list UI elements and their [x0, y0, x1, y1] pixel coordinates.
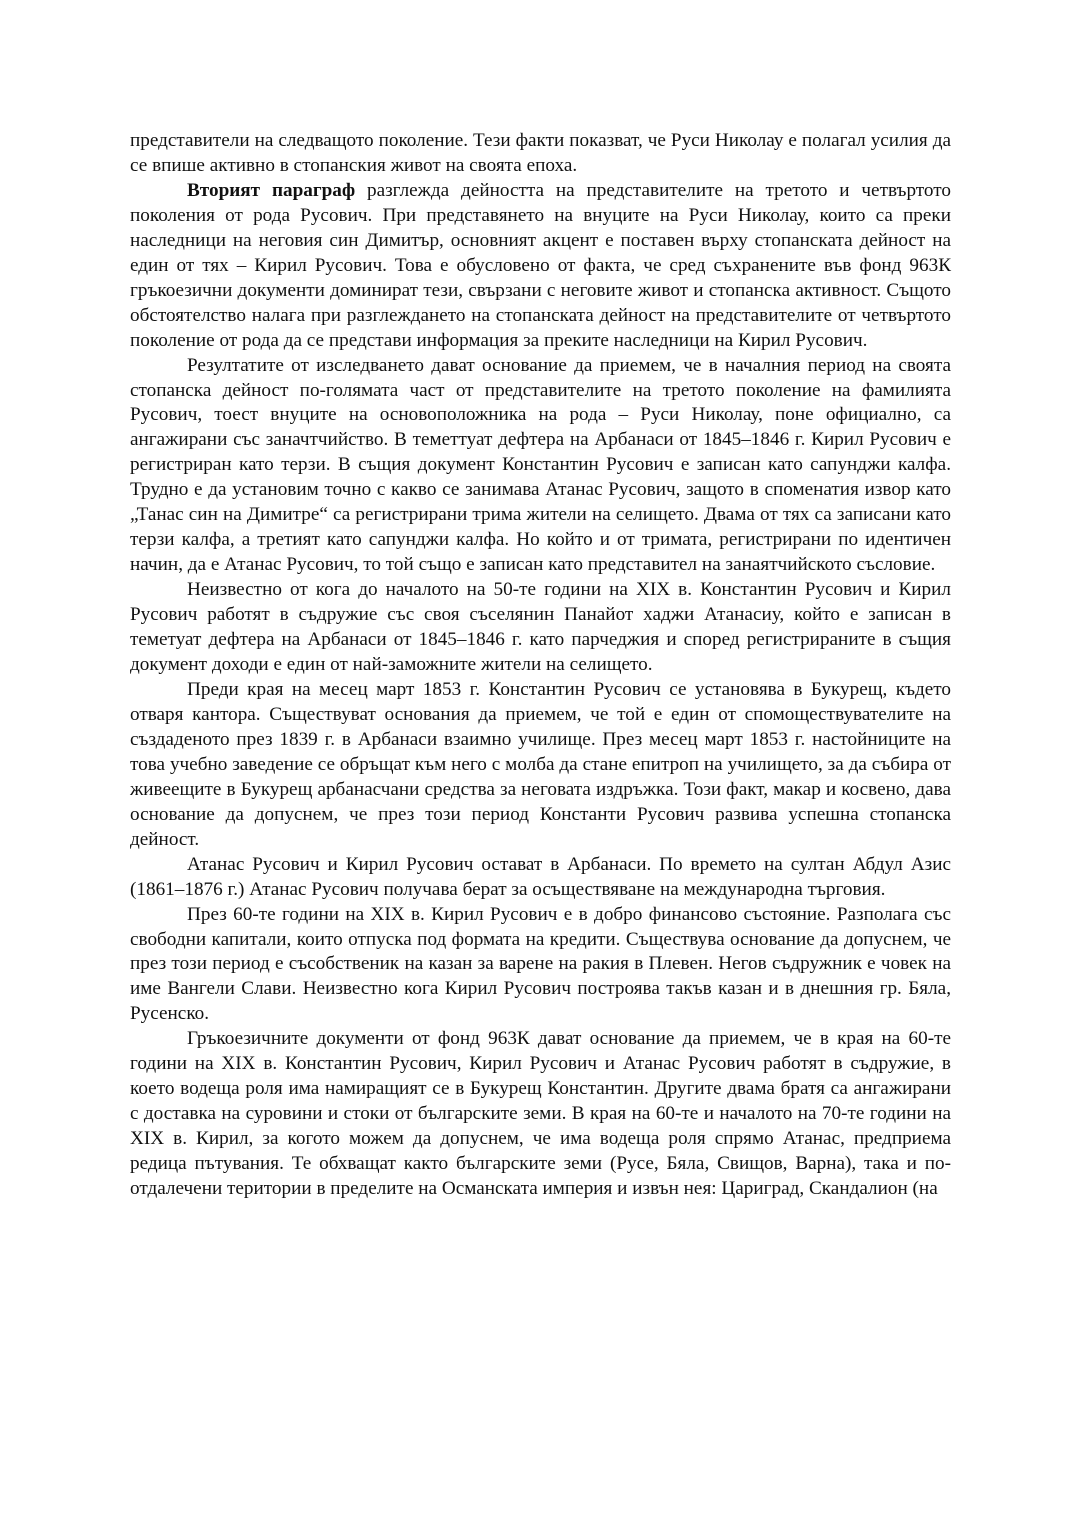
paragraph-second-section: [130, 179, 951, 354]
paragraph-lead-bold: Вторият параграф: [187, 179, 356, 201]
paragraph-text: Гръкоезичните документи от фонд 963К дават основание да приемем, че в края на 60-те години на XIX в. Константин Русович, Кирил Русович и Атанас Русович работят в съдружие, в което водеща роля има намиращият се в Букурещ Константин. Другите двама братя са ангажирани с доставка на суровини и стоки от българските земи. В края на 60-те и началото на 70-те години на XIX в. Кирил, за когото можем да допуснем, че има водеща роля спрямо Атанас, предприема редица пътувания. Те обхващат както българските земи (Русе, Бяла, Свищов, Варна), така и по-отдалечени територии в пределите на Османската империя и извън нея: Цариград, Скандалион (на: [130, 1028, 951, 1200]
paragraph-text: Резултатите от изследването дават основание да приемем, че в началния период на своята стопанска дейност по-голямата част от представителите на третото поколение на фамилията Русович, тоест внуците на основоположника на рода – Руси Николау, поне официално, са ангажирани със заначтчийство. В теметтуат дефтера на Арбанаси от 1845–1846 г. Кирил Русович е регистриран като терзи. В същия документ Константин Русович е записан като сапунджи калфа. Трудно е да установим точно с какво се занимава Атанас Русович, защото в споменатия извор като „Танас син на Димитре“ са регистрирани трима жители на селището. Двама от тях са записани като терзи калфа, а третият като сапунджи калфа. Но който и от тримата, регистрирани по идентичен начин, да е Атанас Русович, то той също е записан като представител на занаятчийското съсловие.: [130, 354, 951, 576]
paragraph-continuation: [130, 129, 951, 179]
paragraph-partnership: [130, 578, 951, 678]
paragraph-text: Атанас Русович и Кирил Русович остават в Арбанаси. По времето на султан Абдул Азис (1861–1876 г.) Атанас Русович получава берат за осъществяване на международна търговия.: [130, 853, 951, 900]
paragraph-sixties: [130, 903, 951, 1028]
paragraph-text: представители на следващото поколение. Тези факти показват, че Руси Николау е полагал усилия да се впише активно в стопанския живот на своята епоха.: [130, 130, 951, 176]
paragraph-text: През 60-те години на XIX в. Кирил Русович е в добро финансово състояние. Разполага със свободни капитали, които отпуска под формата на кредити. Съществува основание да допуснем, че през този период е съсобственик на казан за варене на ракия в Плевен. Негов съдружник е човек на име Вангели Слави. Неизвестно кога Кирил Русович построява такъв казан и в днешния гр. Бяла, Русенско.: [130, 903, 951, 1025]
paragraph-research-results: [130, 354, 951, 579]
paragraph-arbanasi: [130, 853, 951, 903]
document-page: [130, 129, 951, 1202]
paragraph-text: Неизвестно от кога до началото на 50-те години на XIX в. Константин Русович и Кирил Русович работят в съдружие със своя съселянин Панайот хаджи Атанасиу, който е записан в теметуат дефтера на Арбанаси от 1845–1846 г. като парчеджия и според регистрираните в същия документ доходи е един от най-заможните жители на селището.: [130, 579, 951, 676]
paragraph-text: Преди края на месец март 1853 г. Константин Русович се установява в Букурещ, където отваря кантора. Съществуват основания да приемем, че той е един от спомоществувателите на създаденото през 1839 г. в Арбанаси взаимно училище. През месец март 1853 г. настойниците на това учебно заведение се обръщат към него с молба да стане епитроп на училището, за да събира от живеещите в Букурещ арбанасчани средства за неговата издръжка. Този факт, макар и косвено, дава основание да допуснем, че през този период Константи Русович развива успешна стопанска дейност.: [130, 678, 951, 850]
paragraph-text: разглежда дейността на представителите на третото и четвъртото поколения от рода Русович. При представянето на внуците на Руси Николау, които са преки наследници на неговия син Димитър, основният акцент е поставен върху стопанската дейност на един от тях – Кирил Русович. Това е обусловено от факта, че сред съхранените във фонд 963К гръкоезични документи доминират тези, свързани с неговите живот и стопанска активност. Същото обстоятелство налага при разглеждането на стопанската дейност на представителите от четвъртото поколение от рода да се представи информация за преките наследници на Кирил Русович.: [130, 179, 951, 351]
paragraph-bucharest: [130, 678, 951, 853]
paragraph-greek-documents: [130, 1027, 951, 1202]
